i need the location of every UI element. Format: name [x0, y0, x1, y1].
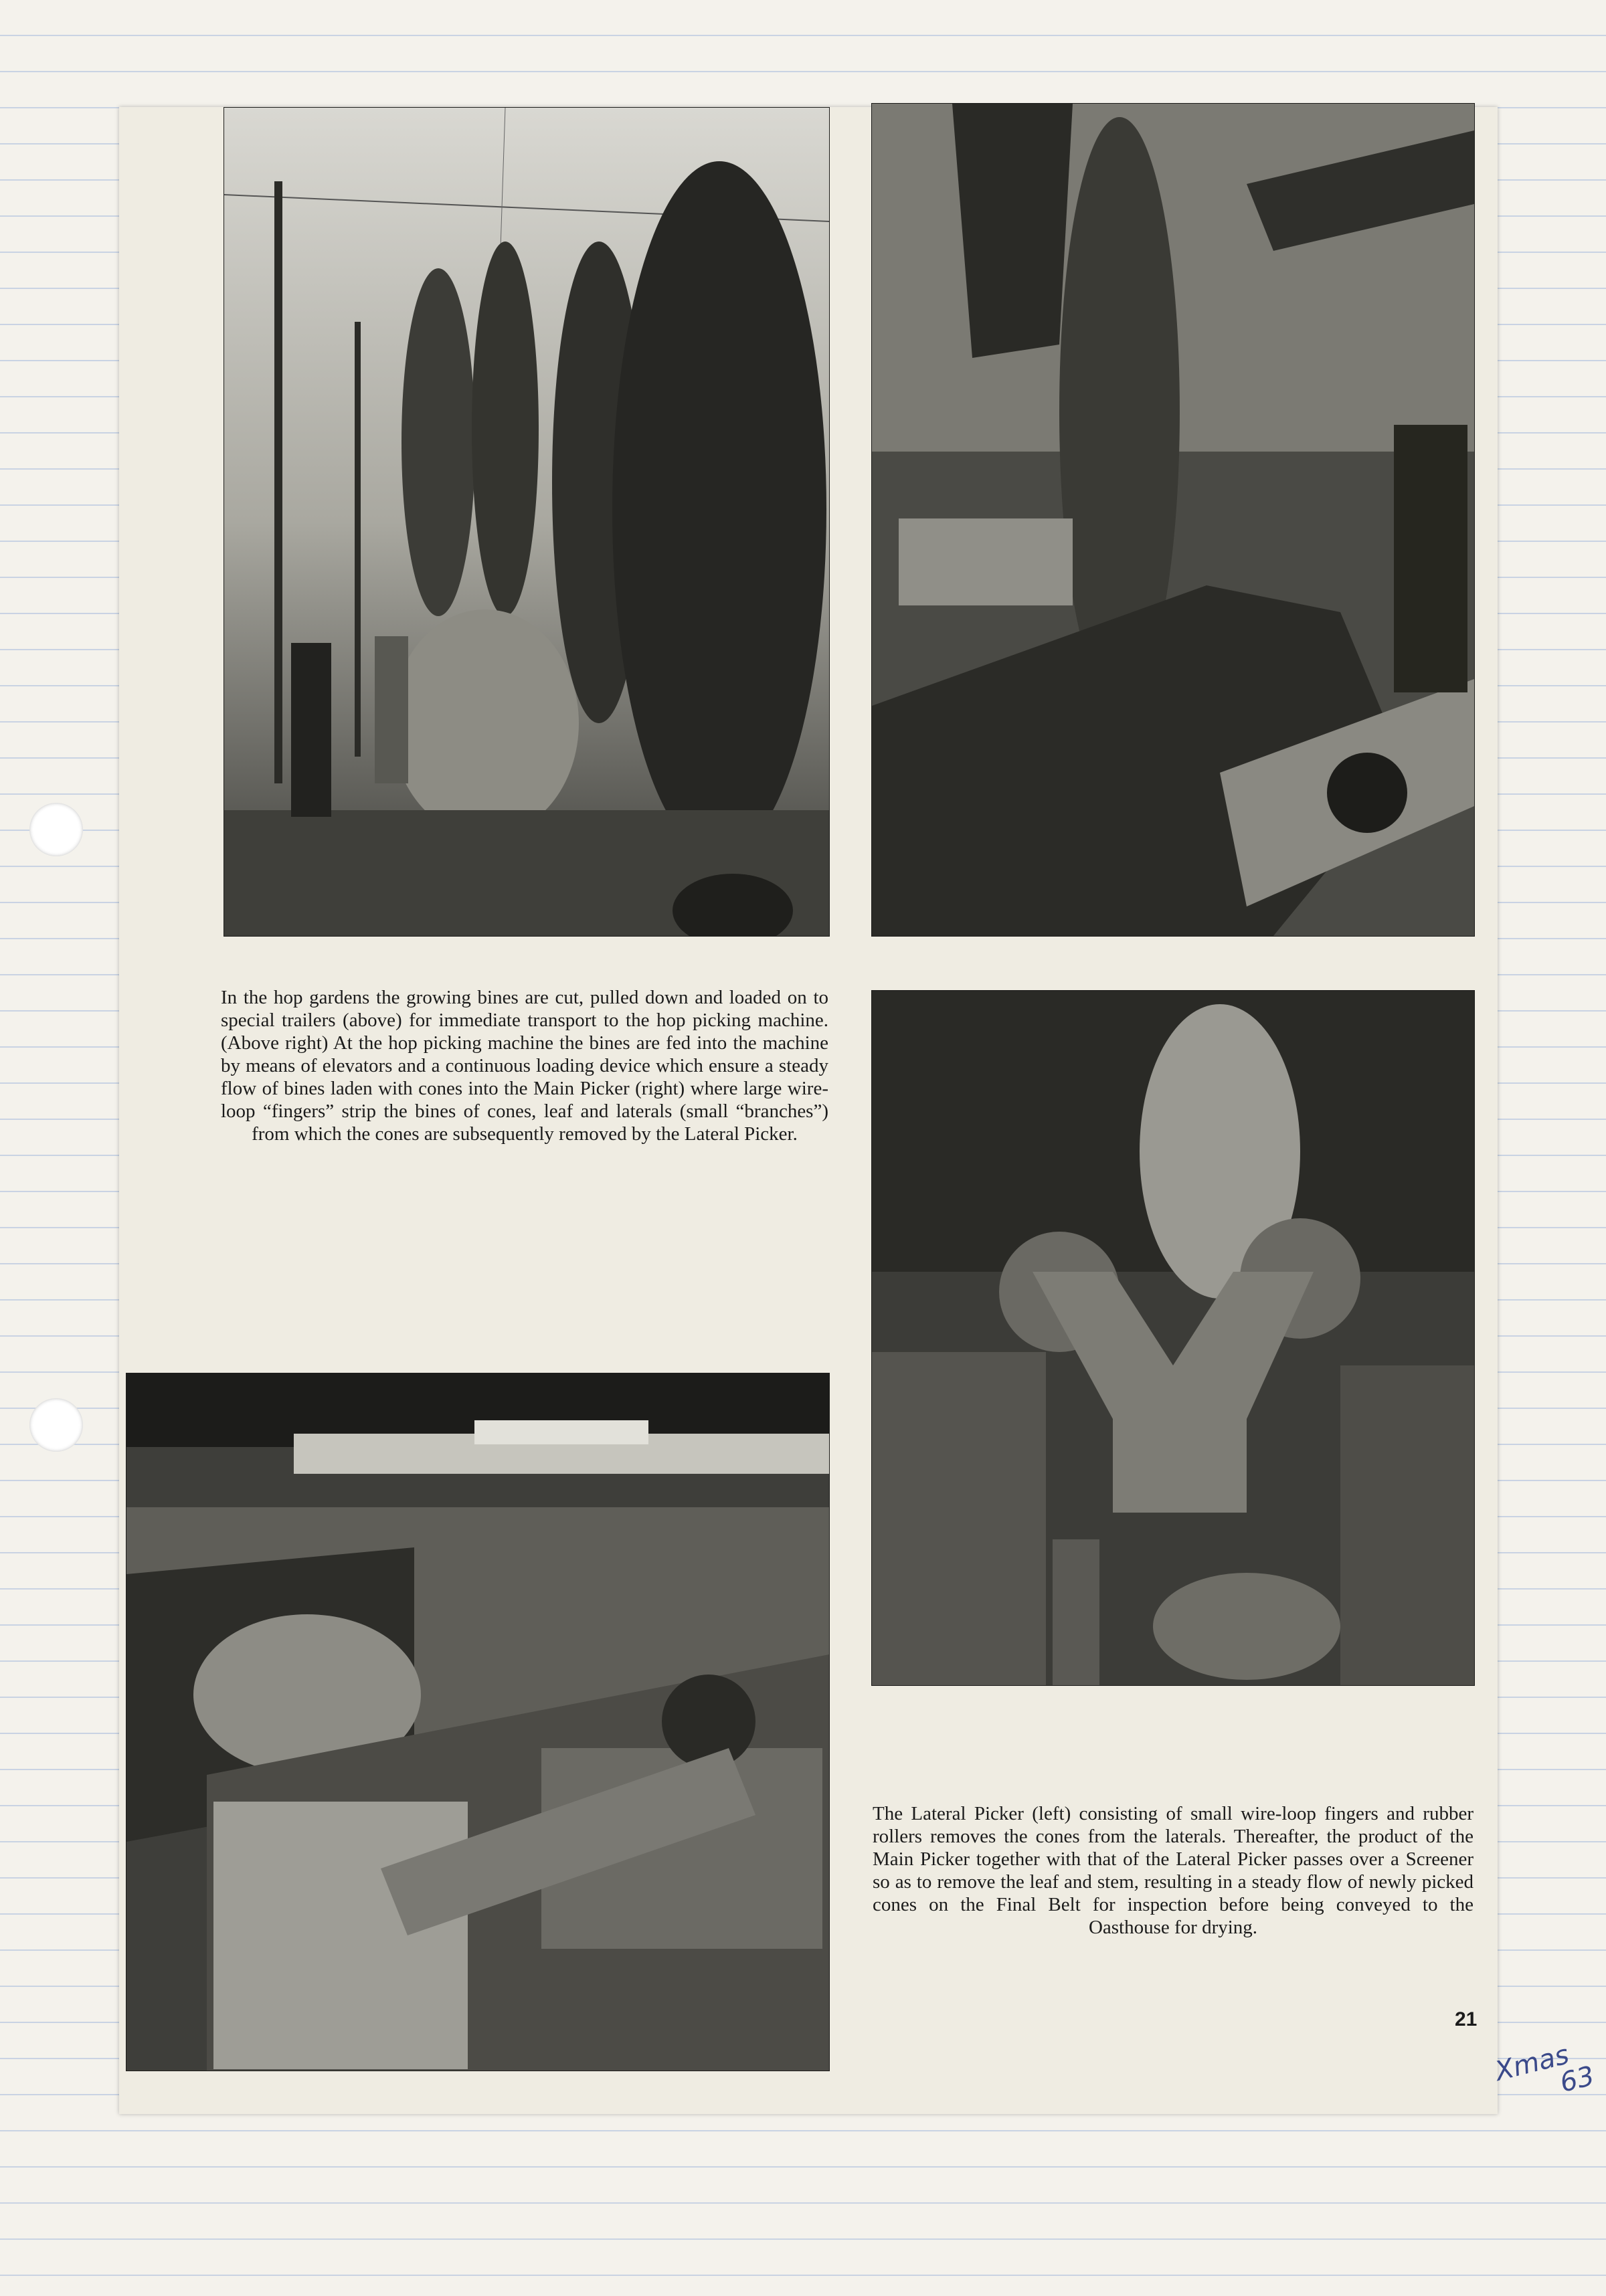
caption-top: In the hop gardens the growing bines are cut, pulled down and loaded on to special trailers (above) for immediate transport to the hop picking machine. (Above right) At the hop picking machine the bines are fed into the machine by means of elevators and a continuous loading device which ensure a steady flow of bines laden with cones into the Main Picker (right) where large wire-loop “fingers” strip the bines of cones, leaf and laterals (small “branches”) from which the cones are subsequently removed by the Lateral Picker. — [221, 987, 828, 1145]
main-picker-photo — [871, 990, 1475, 1686]
handwritten-note-line1: Xmas — [1492, 2039, 1573, 2087]
lateral-picker-photo — [126, 1373, 830, 2071]
loading-elevator-photo — [871, 103, 1475, 937]
main-picker-image — [872, 991, 1474, 1685]
caption-bottom: The Lateral Picker (left) consisting of small wire-loop fingers and rubber rollers removes the cones from the laterals. Thereafter, the product of the Main Picker together with that of the Lateral Picker passes over a Screener so as to remove the leaf and stem, resulting in a steady flow of newly picked cones on the Final Belt for inspection before being conveyed to the Oasthouse for drying. — [873, 1803, 1474, 1938]
hop-garden-image — [224, 108, 829, 936]
lateral-picker-image — [126, 1373, 829, 2071]
hop-garden-photo — [224, 107, 830, 937]
punch-hole — [29, 803, 83, 856]
page-number: 21 — [1455, 2008, 1478, 2030]
handwritten-note-line2: 63 — [1556, 2061, 1598, 2099]
magazine-page — [119, 107, 1498, 2114]
punch-hole — [29, 1398, 83, 1452]
loading-elevator-image — [872, 104, 1474, 936]
